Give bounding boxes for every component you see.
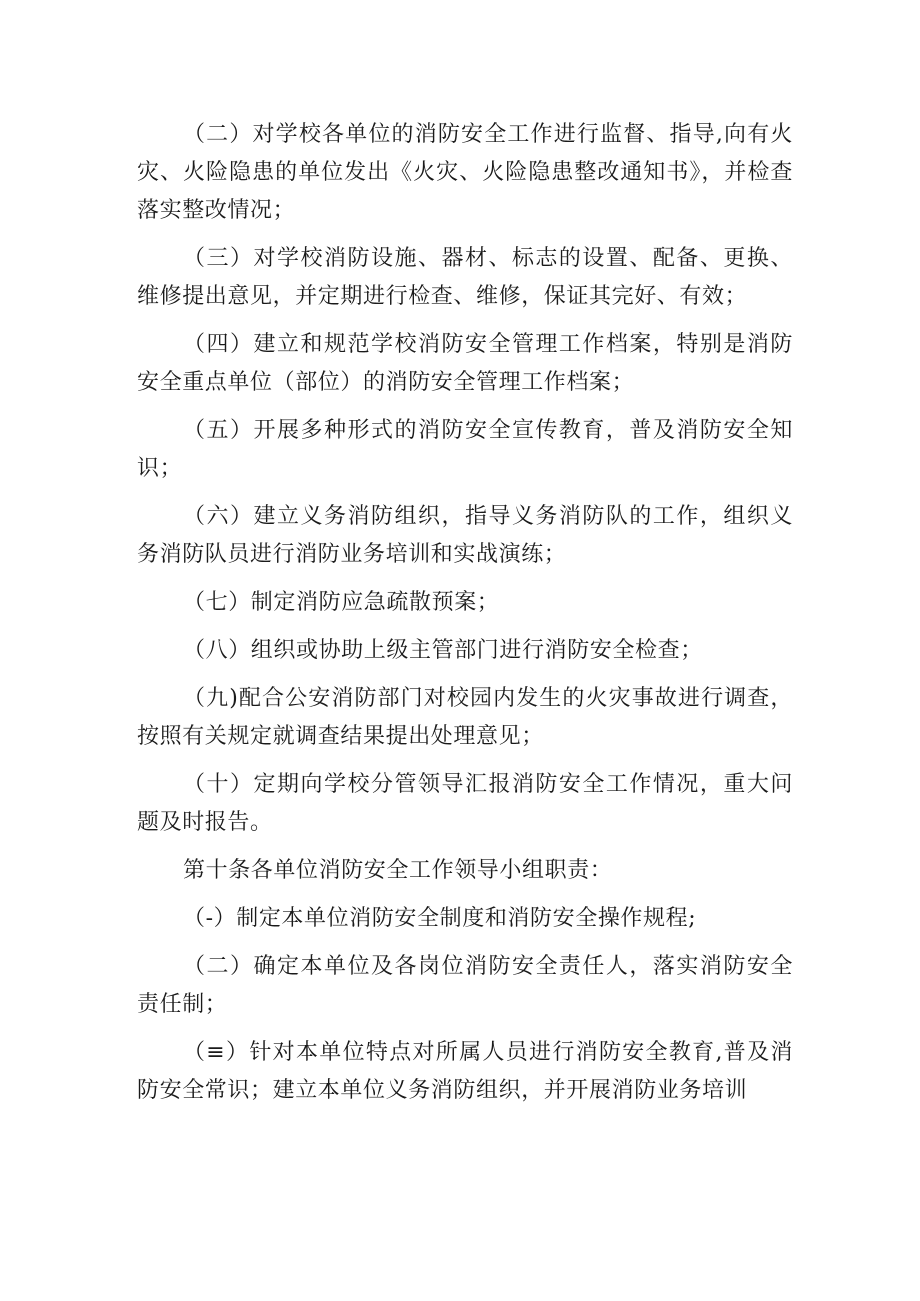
paragraph-duty-4: （四）建立和规范学校消防安全管理工作档案，特别是消防安全重点单位（部位）的消防安全管理工作档案；	[137, 332, 793, 395]
paragraph-duty-8: （八）组织或协助上级主管部门进行消防安全检查；	[183, 638, 703, 663]
paragraph-duty-9: （九)配合公安消防部门对校园内发生的火灾事故进行调查，按照有关规定就调查结果提出处理意见；	[137, 686, 793, 749]
paragraph-duty-2: （二）对学校各单位的消防安全工作进行监督、指导,向有火灾、火险隐患的单位发出《火灾、火险隐患整改通知书》，并检查落实整改情况；	[137, 122, 793, 223]
document-body	[137, 116, 793, 1120]
paragraph-unit-duty-3: （≡）针对本单位特点对所属人员进行消防安全教育,普及消防安全常识；建立本单位义务消防组织，并开展消防业务培训	[137, 1040, 793, 1103]
paragraph-duty-7: （七）制定消防应急疏散预案；	[183, 590, 500, 615]
paragraph-duty-3: （三）对学校消防设施、器材、标志的设置、配备、更换、维修提出意见，并定期进行检查、维修，保证其完好、有效；	[137, 246, 793, 309]
paragraph-duty-5: （五）开展多种形式的消防安全宣传教育，普及消防安全知识；	[137, 418, 793, 481]
paragraph-unit-duty-2: （二）确定本单位及各岗位消防安全责任人，落实消防安全责任制；	[137, 954, 793, 1017]
article-10-heading: 第十条各单位消防安全工作领导小组职责：	[183, 858, 613, 883]
paragraph-duty-10: （十）定期向学校分管领导汇报消防安全工作情况，重大问题及时报告。	[137, 772, 793, 835]
paragraph-unit-duty-1: （-）制定本单位消防安全制度和消防安全操作规程;	[183, 906, 697, 931]
paragraph-duty-6: （六）建立义务消防组织，指导义务消防队的工作，组织义务消防队员进行消防业务培训和实战演练；	[137, 504, 793, 567]
